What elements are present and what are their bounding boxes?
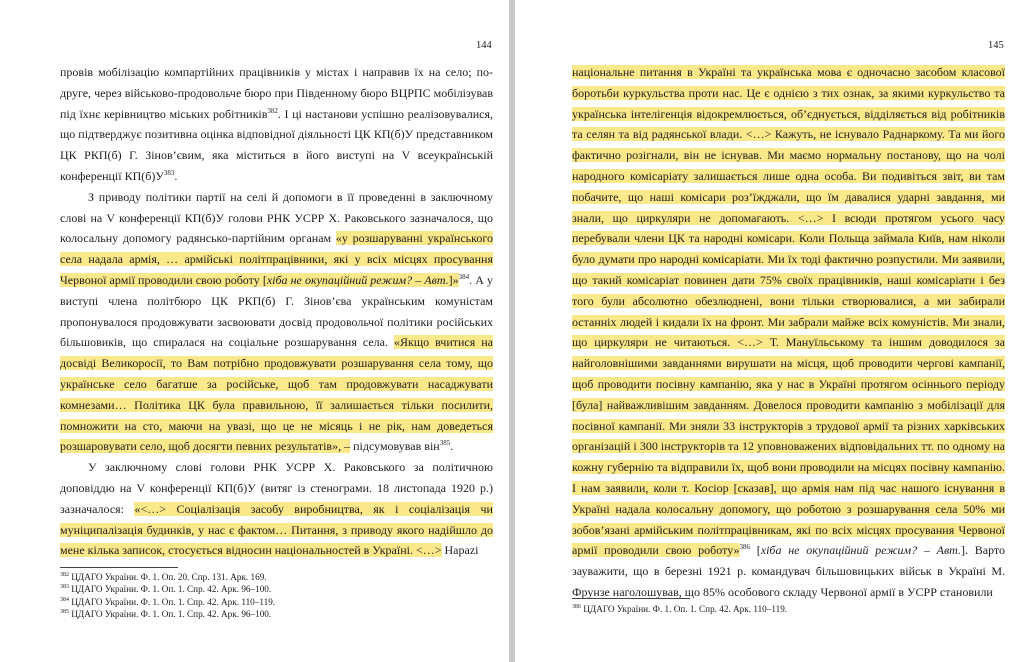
page-number: 144 <box>476 40 492 51</box>
footnote-ref[interactable]: 382 <box>267 106 278 115</box>
footnote-separator <box>60 567 178 568</box>
page-body <box>572 62 1005 603</box>
footnotes <box>60 571 275 621</box>
highlighted-quote: «у розшаруванні українського села надала армія, … армійські політпрацівники, які у всіх місцях просування Червоної армії проводили свою роботу [хіба не окупаційний режим? – Авт.]» <box>60 231 493 287</box>
paragraph: провів мобілізацію компартійних працівників у містах і направив їх на село; по-друге, через військово-продовольче бюро при Південному бюро ВЦРПС мобілізував під їхнє керівництво міських робітників$^{382}$. І ці настанови успішно реалізовувалися, що підтверджує позитивна оцінка відповідної діяльності ЦК КП(б)У представником ЦК РКП(б) Г. Зінов’євим, яка міститься в його виступі на V всеукраїнській конференції $КП(б)У^{383}$. <box>60 65 493 183</box>
page-body <box>60 62 493 561</box>
footnotes <box>572 603 787 615</box>
page-number: 145 <box>988 40 1004 51</box>
highlighted-quote: «<…> Соціалізація засобу виробництва, як і соціалізація чи муніципалізація будинків, у нас є фактом… Питання, з приводу якого надійшло до мене кілька записок, стосується відносин національностей в Україні. <…> <box>60 501 493 558</box>
footnote: $^{385}$ ЦДАГО України. Ф. 1. Оп. 1. Спр. 42. Арк. 96–100. <box>60 609 272 620</box>
highlighted-quote: національне питання в Україні та українська мова є одночасно засобом класової боротьби куркульства проти нас. Це є однією з тих ознак, за якими куркульство та українська інтелігенція відокремлюється, об’єднується, відділяється від робітників та селян та від радянської влади. <…> Кажуть, не існувало Раднаркому. Та ми його фактично розігнали, він не існував. Ми маємо нормальну постанову, що на чолі народного комісаріату залишається лише одна особа. Ви подивіться звіт, ви там побачите, що наші комісари роз’їжджали, що їм давалися ударні завдання, ми знали, що циркуляри не допомагають. <…> І всюди протягом усього часу перебували члени ЦК та народні комісари. Коли Польща займала Київ, нам ніколи було думати про народні комісаріати. Ми їх тоді фактично розпустили. Ми заявили, що такий комісаріат повинен дати 75% своїх працівників, наші комісаріати і без того були абсолютно обезлюднені, вони тільки створювалися, а ми забирали останніх людей і кидали їх на фронт. Ми забрали майже всіх комуністів. Ми знали, що циркуляри не читаються. <…> Т. Мануїльському та іншим доводилося за найголовнішими завданнями вирушати на місця, щоб проводити чергові кампанії, щоб проводити посівну кампанію, яка у нас в Україні протягом осіннього періоду [була] найважливішим завданням. Довелося проводити кампанію з мобілізації для посівної кампанії. Ми зняли 33 інструкторів з трудової армії та різних харківських організацій і 300 інструкторів та 12 уповноважених відповідальних тт. по одному на кожну губернію та відправили їх, щоб вони проводили на місцях посівну кампанію. І нам заявили, коли т. Косіор [сказав], що армія нам під час нашого існування в Україні надала колосальну допомогу, що роботою з розшарування села 50% ми зобов’язані армійським політпрацівникам, які по всіх місцях просування Червоної армії проводили свою роботу» <box>572 65 1005 558</box>
footnote: $^{382}$ ЦДАГО України. Ф. 1. Оп. 20. Спр. 131. Арк. 169. <box>60 571 267 582</box>
footnote: $^{386}$ ЦДАГО України. Ф. 1. Оп. 1. Спр. 42. Арк. 110–119. <box>572 603 788 614</box>
footnote-ref[interactable]: 386 <box>739 543 750 552</box>
paragraph: З приводу політики партії на селі й допомоги в її проведенні в заключному слові на V конференції КП(б)У голови РНК УСРР Х. Раковського зазначалося, що колосальну допомогу радянсько-партійним органам «у розшаруванні українського села надала армія, … армійські політпрацівники, які у всіх місцях просування Червоної армії проводили свою роботу [хіба не окупаційний режим? – Авт.]»$^{384}$. А у виступі члена політбюро ЦК РКП(б) Г. Зінов’єва українським комуністам пропонувалося продовжувати засвоювати досвід продовольчої політики російських більшовиків, що спиралася на соціальне розшарування села. «Якщо вчитися на досвіді Великоросії, то Вам потрібно продовжувати розшарування села тому, що українське село багатше за російське, щоб там продовжувати насаджувати комнезами… Політика ЦК була правильною, її залишається тільки посилити, помножити на сто, маючи на увазі, що це не місяць і не рік, нам доведеться розшаровувати село, щоб досягти певних результатів», – підсумовував він$^{385}$. <box>60 189 493 454</box>
footnote: $^{383}$ ЦДАГО України. Ф. 1. Оп. 1. Спр. 42. Арк. 96–100. <box>60 584 272 595</box>
highlighted-quote: «Якщо вчитися на досвіді Великоросії, то Вам потрібно продовжувати розшарування села тому, що українське село багатше за російське, щоб там продовжувати насаджувати комнезами… Політика ЦК була правильною, її залишається тільки посилити, помножити на сто, маючи на увазі, що це не місяць і не рік, нам доведеться розшаровувати село, щоб досягти певних результатів», – <box>60 335 493 454</box>
footnote-ref[interactable]: 383 <box>163 168 175 177</box>
paragraph: національне питання в Україні та українська мова є одночасно засобом класової боротьби куркульства проти нас. Це є однією з тих ознак, за якими куркульство та українська інтелігенція відокремлюється, об’єднується, відділяється від робітників та селян та від радянської влади. <…> Кажуть, не існувало Раднаркому. Та ми його фактично розігнали, він не існував. Ми маємо нормальну постанову, що на чолі народного комісаріату залишається лише одна особа. Ви подивіться звіт, ви там побачите, що наші комісари роз’їжджали, що їм давалися ударні завдання, ми знали, що циркуляри не допомагають. <…> І всюди протягом усього часу перебували члени ЦК та народні комісари. Коли Польща займала Київ, нам ніколи було думати про народні комісаріати. Ми їх тоді фактично розпустили. Ми заявили, що такий комісаріат повинен дати 75% своїх працівників, наші комісаріати і без того були абсолютно обезлюднені, вони тільки створювалися, а ми забирали останніх людей і кидали їх на фронт. Ми забрали майже всіх комуністів. Ми знали, що циркуляри не читаються. <…> Т. Мануїльському та іншим доводилося за найголовнішими завданнями вирушати на місця, щоб проводити чергові кампанії, щоб проводити посівну кампанію, яка у нас в Україні протягом осіннього періоду [була] найважливішим завданням. Довелося проводити кампанію з мобілізації для посівної кампанії. Ми зняли 33 інструкторів з трудової армії та різних харківських організацій і 300 інструкторів та 12 уповноважених відповідальних тт. по одному на кожну губернію та відправили їх, щоб вони проводили на місцях посівну кампанію. І нам заявили, коли т. Косіор [сказав], що армія нам під час нашого існування в Україні надала колосальну допомогу, що роботою з розшарування села 50% ми зобов’язані армійським політпрацівникам, які по всіх місцях просування Червоної армії проводили свою роботу»$^{386}$ [хіба не окупаційний режим? – Авт.]. Варто зауважити, що в березні 1921 р. командувач більшовицьких військ в Україні М. Фрунзе наголошував, що 85% особового складу Червоної армії в УСРР становили <box>572 65 1005 599</box>
left-page <box>0 0 509 662</box>
footnote-separator <box>572 598 690 599</box>
footnote-ref[interactable]: 385 <box>439 439 451 448</box>
right-page <box>515 0 1024 662</box>
paragraph: У заключному слові голови РНК УСРР Х. Раковського за політичною доповіддю на V конференції КП(б)У (витяг із стенограми. 18 листопада 1920 р.) зазначалося: «<…> Соціалізація засобу виробництва, як і соціалізація чи муніципалізація будинків, у нас є фактом… Питання, з приводу якого надійшло до мене кілька записок, стосується відносин національностей в Україні. <…> Нарazi <box>60 460 493 558</box>
footnote-ref[interactable]: 384 <box>458 272 470 281</box>
footnote: $^{384}$ ЦДАГО України. Ф. 1. Оп. 1. Спр. 42. Арк. 110–119. <box>60 596 276 607</box>
